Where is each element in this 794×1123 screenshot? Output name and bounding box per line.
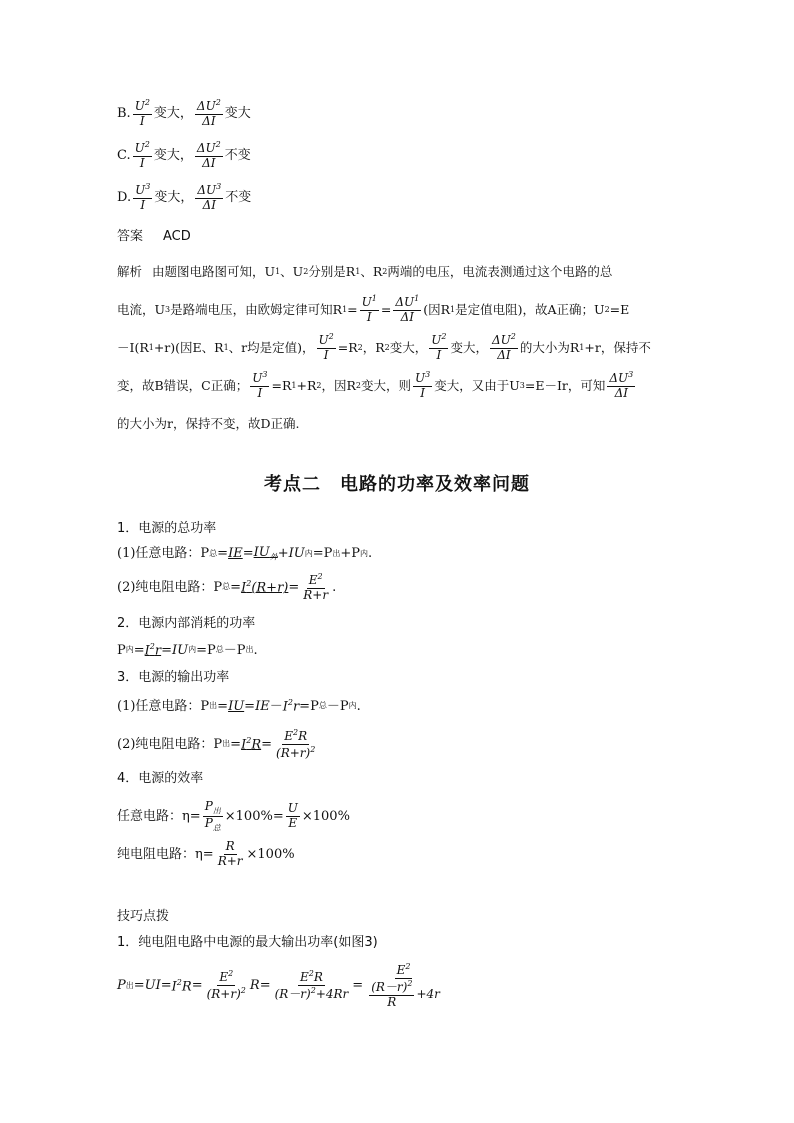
fraction: $\frac{U^1}{I}$ <box>361 293 377 324</box>
formula-line: (1)任意电路：P 出 = IU = IE － $I^2r$ =P 总 －P 内 . <box>117 698 361 715</box>
option-c <box>117 140 677 171</box>
option-d <box>117 182 677 213</box>
text: +R <box>296 377 317 393</box>
fraction: $\frac{E^2R}{(R-r)^2+4Rr}$ <box>274 969 349 1002</box>
formula-line: (2)纯电阻电路：P 总 = $I^2(R+r)$ = $\frac{E^2}{R+r}$ . <box>117 572 337 602</box>
formula-line: 任意电路：η= $\frac{P_出}{P_总}$ ×100% = $\frac{U}{E}$ ×100% <box>117 799 350 832</box>
fraction: $\frac{\Delta U^3}{\Delta I}$ <box>609 369 634 400</box>
formula-line: (2)纯电阻电路：P 出 = $I^2R$ = $\frac{E^2R}{(R+r)^2}$ <box>117 728 316 760</box>
fraction: $\frac{\Delta U^2}{\Delta I}$ <box>196 98 221 128</box>
text: 变大， <box>389 340 428 355</box>
text: +r)(因E、R <box>153 340 224 355</box>
text: 变大，又由于U <box>434 378 520 393</box>
text: 是路端电压，由欧姆定律可知R <box>170 302 343 317</box>
fraction: $\frac{\Delta U^3}{\Delta I}$ <box>197 182 222 212</box>
section-title: 考点二 电路的功率及效率问题 <box>264 474 530 495</box>
fraction: $\frac{R}{R+r}$ <box>217 839 243 868</box>
text: =E－Ir，可知 <box>524 378 606 393</box>
analysis <box>117 252 677 442</box>
answer-value: ACD <box>163 229 191 244</box>
text: ×100% <box>224 808 273 824</box>
text: 纯电阻电路：η= <box>117 846 214 862</box>
item-heading: 2．电源内部消耗的功率 <box>117 616 256 631</box>
option-b <box>117 98 677 129</box>
option-text: 不变 <box>225 189 252 205</box>
tips-item: 1．纯电阻电路中电源的最大输出功率(如图3) <box>117 935 378 950</box>
text: 的大小为r，保持不变，故D正确. <box>117 416 300 431</box>
text: ×100% <box>246 846 295 862</box>
text: ，因R <box>321 378 356 393</box>
text: =R <box>271 377 292 393</box>
text: 、U <box>280 264 304 279</box>
tips-title: 技巧点拨 <box>117 909 170 924</box>
text: 任意电路：η= <box>117 808 201 824</box>
text: =R <box>337 339 358 355</box>
option-text: 变大， <box>153 105 193 121</box>
fraction: $\frac{P_出}{P_总}$ <box>204 799 221 832</box>
analysis-line: 解析 由题图电路图可知，U 1 、U 2 分别是R 1 、R 2 两端的电压，电流表测通过这个电路的总 <box>117 264 613 279</box>
text: ，R <box>362 340 385 355</box>
fraction: $\frac{\Delta U^2}{\Delta I}$ <box>492 331 516 362</box>
text: =E <box>609 301 630 317</box>
text: 两端的电压，电流表测通过这个电路的总 <box>387 264 613 279</box>
text: (2)纯电阻电路：P <box>117 579 223 595</box>
text: (1)任意电路：P <box>117 698 210 714</box>
text: ×100% <box>301 808 350 824</box>
analysis-line: 变，故B错误，C正确； $\frac{U^3}{I}$ =R 1 +R 2 ，因R 2 变大，则 $\frac{U^3}{I}$ 变大，又由于U 3 =E－Ir，可知 $\frac{\Delta U^3}{\Delta I}$ <box>117 369 634 400</box>
formula-line: P 内 = $I^2r$ = IU 内 =P 总 －P 出 . <box>117 642 258 659</box>
fraction: $\frac{E^2}{(R+r)^2}$ <box>206 969 246 1002</box>
analysis-line <box>117 404 677 442</box>
text: (因R <box>423 302 451 317</box>
answer-label: 答案 <box>117 229 144 244</box>
text: 是定值电阻)，故A正确；U <box>455 302 605 317</box>
analysis-line: －I(R 1 +r)(因E、R 1 、r均是定值)， $\frac{U^2}{I}$ =R 2 ，R 2 变大， $\frac{U^2}{I}$ 变大， $\frac{\Delta U^2}{\Delta I}$ 的大小为R 1 +r，保持不 <box>117 331 651 362</box>
formula-line: P 出 = UI = $I^2R$ = $\frac{E^2}{(R+r)^2}$ R = $\frac{E^2R}{(R-r)^2+4Rr}$ = $E^2$ $\frac{(R-r)^2}{R}$ +4r <box>117 962 440 1009</box>
text: 电流，U <box>117 302 166 317</box>
option-label: D. <box>117 189 132 205</box>
text: 变大， <box>450 340 488 355</box>
fraction: $E^2$ $\frac{(R-r)^2}{R}$ +4r <box>371 962 440 1009</box>
fraction: $\frac{U^3}{I}$ <box>414 369 431 400</box>
text: 分别是R <box>308 264 356 279</box>
formula-line: (1)任意电路：P 总 = IE = $IU_外$ + IU 内 =P 出 +P 内 . <box>117 545 373 562</box>
fraction: $\frac{U^3}{I}$ <box>252 369 268 400</box>
fraction: $\frac{U^2}{I}$ <box>134 98 150 128</box>
option-label: C. <box>117 147 131 163</box>
fraction: $\frac{U^3}{I}$ <box>135 182 151 212</box>
text: －I(R <box>117 340 149 355</box>
fraction: $\frac{U^2}{I}$ <box>134 140 150 170</box>
fraction: $\frac{(R-r)^2}{R}$ <box>371 978 413 1009</box>
answer <box>117 230 677 243</box>
item-heading: 1．电源的总功率 <box>117 521 217 536</box>
fraction: $\frac{\Delta U^2}{\Delta I}$ <box>196 140 221 170</box>
analysis-line: 电流，U 3 是路端电压，由欧姆定律可知R 1 = $\frac{U^1}{I}$ = $\frac{\Delta U^1}{\Delta I}$ (因R 1 是定值电阻)，故A正确；U 2 =E <box>117 293 630 324</box>
text: +r，保持不 <box>584 340 651 355</box>
text: 、R <box>360 264 383 279</box>
fraction: $\frac{\Delta U^1}{\Delta I}$ <box>395 293 420 324</box>
fraction: $\frac{U^2}{I}$ <box>431 331 447 362</box>
option-text: 变大 <box>224 105 251 121</box>
analysis-label: 解析 <box>117 264 143 279</box>
text: 变大，则 <box>360 378 411 393</box>
text: 由题图电路图可知，U <box>152 264 276 279</box>
option-text: 变大， <box>153 147 193 163</box>
text: (1)任意电路：P <box>117 546 210 562</box>
text: (2)纯电阻电路：P <box>117 736 223 752</box>
fraction: $\frac{U^2}{I}$ <box>318 331 334 362</box>
formula-line <box>117 840 677 869</box>
text: 变，故B错误，C正确； <box>117 378 249 393</box>
fraction: $\frac{U}{E}$ <box>287 800 298 830</box>
option-text: 变大， <box>154 189 194 205</box>
option-text: 不变 <box>224 147 251 163</box>
fraction: $\frac{E^2}{R+r}$ <box>303 572 329 602</box>
fraction: $\frac{E^2R}{(R+r)^2}$ <box>276 728 316 760</box>
text: 的大小为R <box>519 340 580 355</box>
item-heading: 4．电源的效率 <box>117 771 204 786</box>
option-label: B. <box>117 105 131 121</box>
item-heading: 3．电源的输出功率 <box>117 670 230 685</box>
text: 、r均是定值)， <box>228 340 315 355</box>
